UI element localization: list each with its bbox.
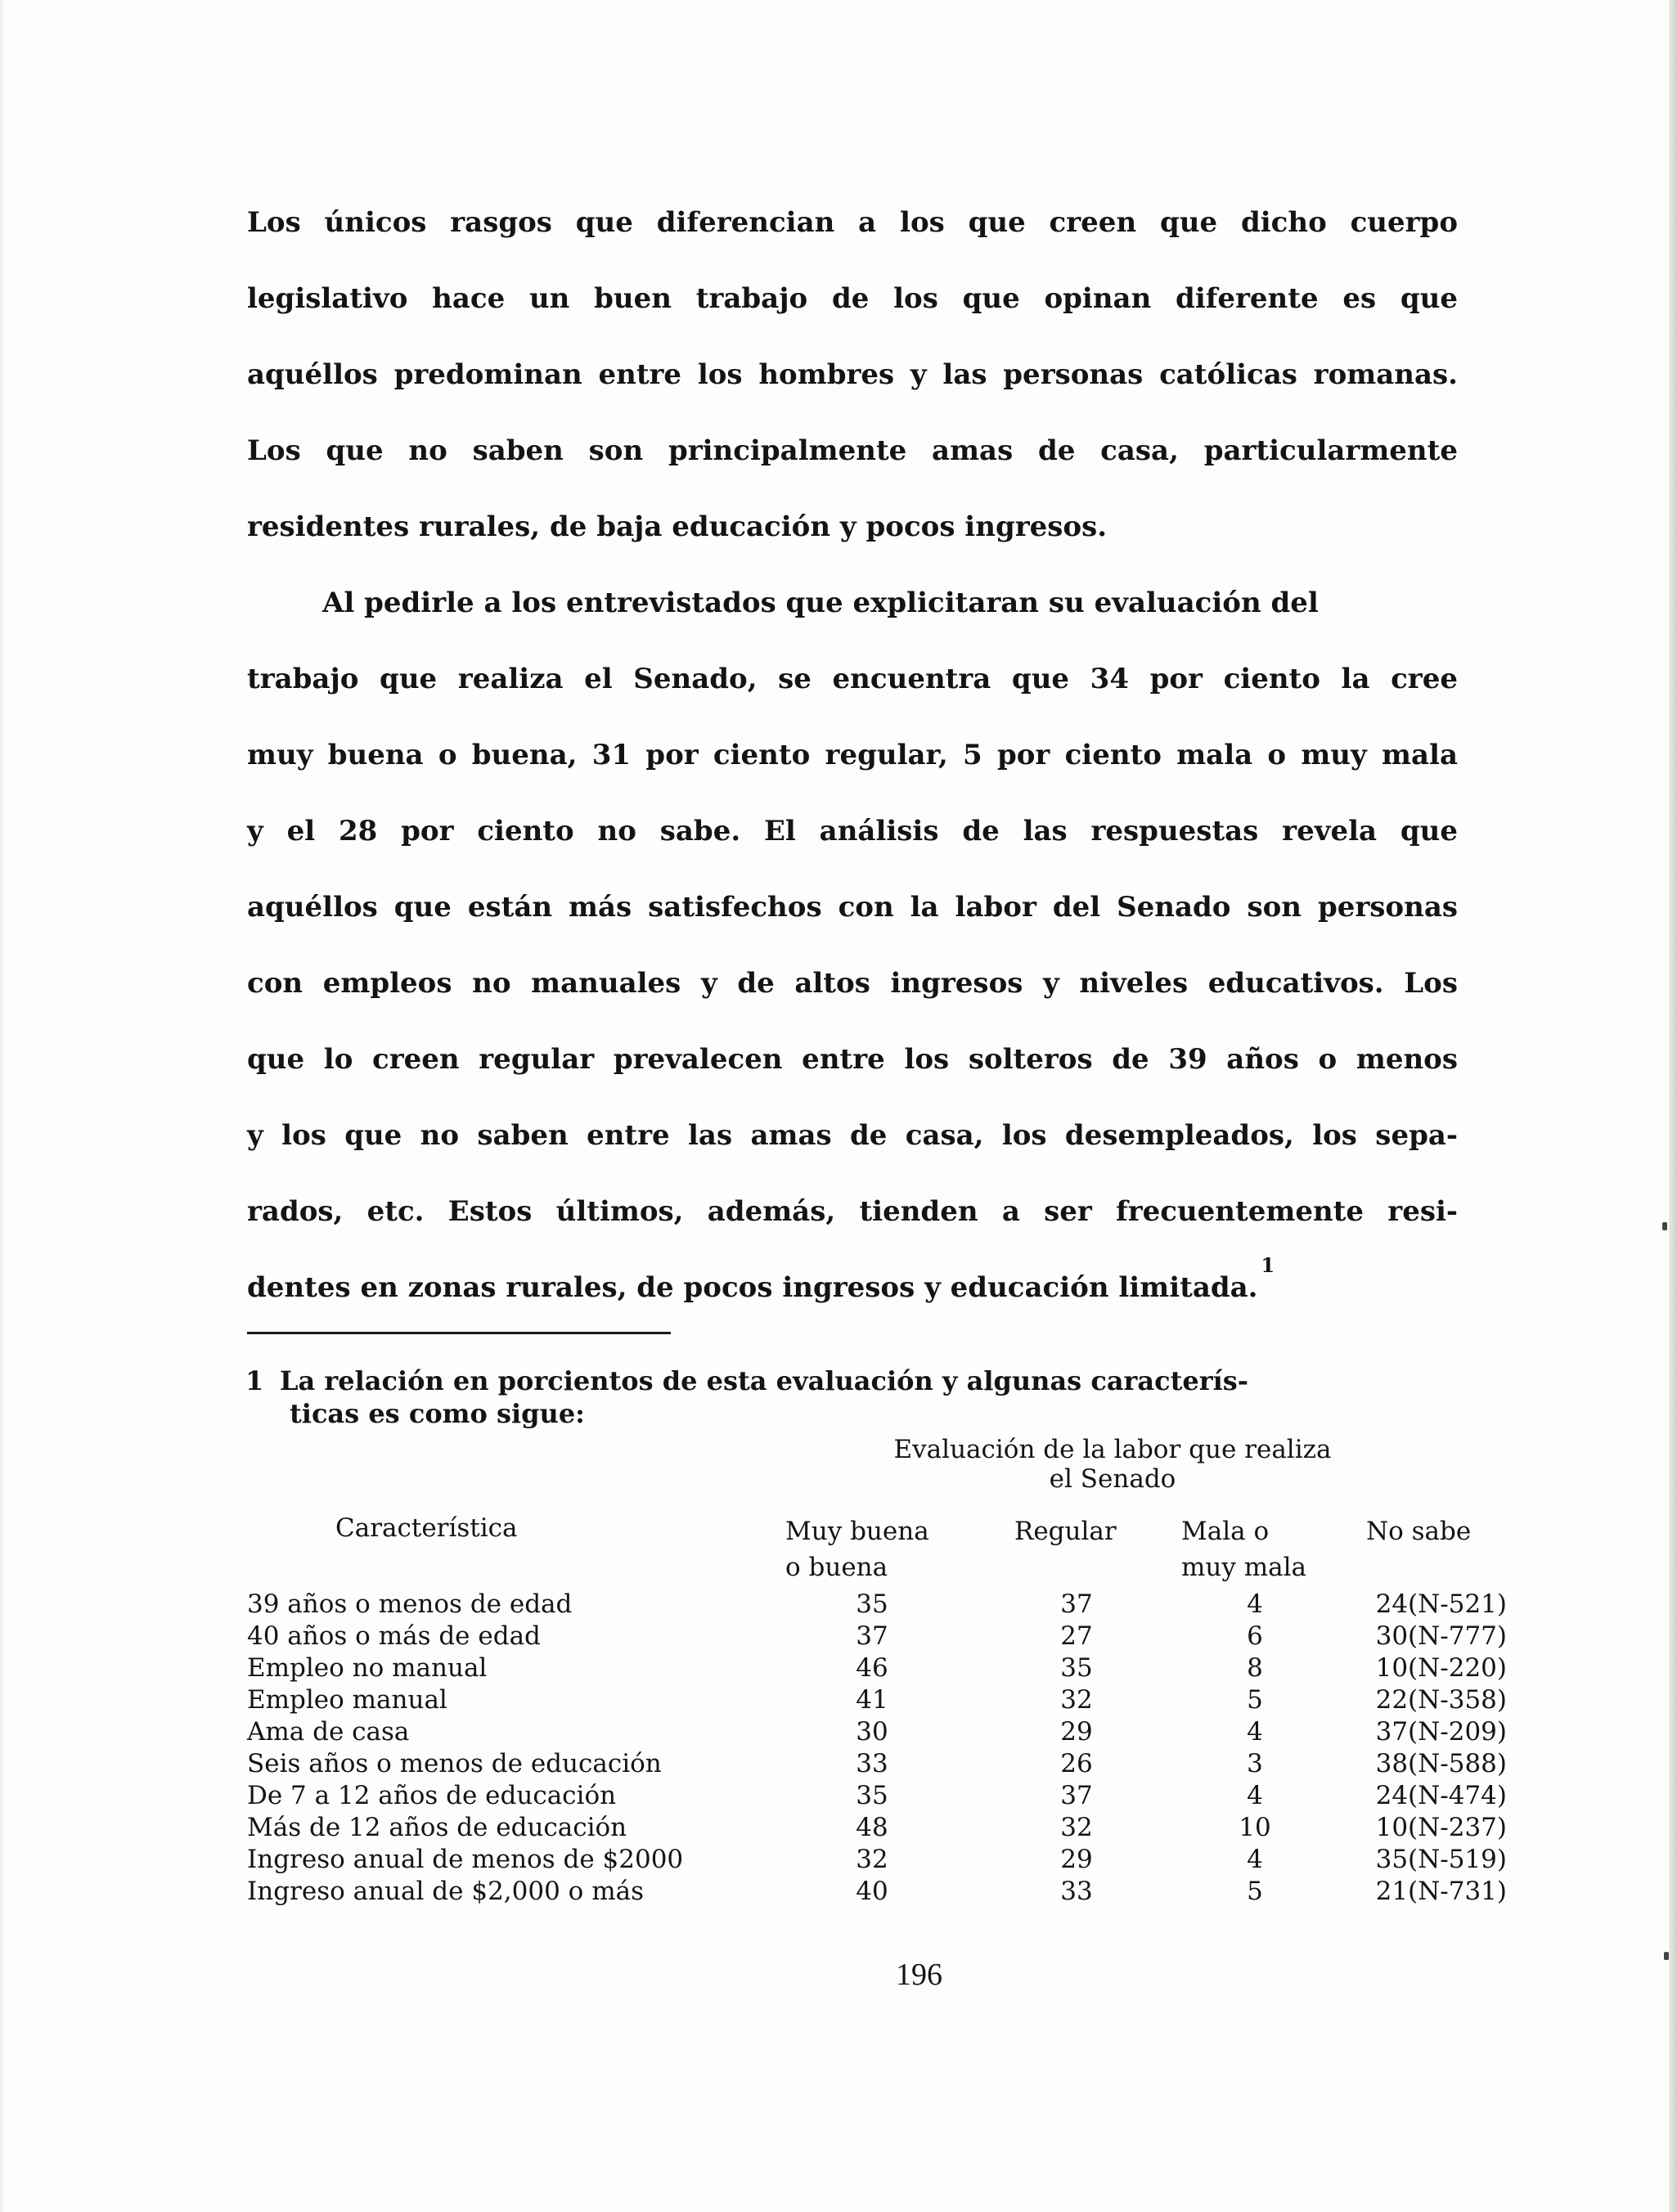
table-span-header: [818, 1435, 1407, 1494]
cell-no-sabe: 21(N-731): [1375, 1877, 1507, 1906]
cell-regular: 37: [1060, 1781, 1093, 1810]
footnote-number: 1: [245, 1365, 264, 1396]
row-label: Ama de casa: [247, 1717, 410, 1747]
column-header-mala: [1181, 1513, 1306, 1585]
text-line-content: dentes en zonas rurales, de pocos ingresos y educación limitada.: [247, 1271, 1258, 1304]
cell-no-sabe: 35(N-519): [1375, 1845, 1507, 1874]
span-header-line: Evaluación de la labor que realiza: [893, 1435, 1332, 1464]
cell-regular: 27: [1060, 1621, 1093, 1651]
table-row: [245, 1780, 1522, 1812]
cell-no-sabe: 10(N-237): [1375, 1813, 1507, 1842]
column-header-regular: Regular: [1014, 1517, 1117, 1546]
cell-no-sabe: 10(N-220): [1375, 1653, 1507, 1683]
cell-muy-buena: 40: [856, 1877, 888, 1906]
cell-regular: 33: [1060, 1877, 1093, 1906]
table-row: [245, 1652, 1522, 1684]
table-row: [245, 1812, 1522, 1844]
text-line: y el 28 por ciento no sabe. El análisis de las respuestas revela que: [247, 815, 1458, 847]
text-line: Los que no saben son principalmente amas de casa, particularmente: [247, 434, 1458, 467]
table-row: [245, 1716, 1522, 1748]
header-line: Muy buena: [785, 1517, 929, 1546]
cell-no-sabe: 22(N-358): [1375, 1685, 1507, 1715]
cell-mala: 3: [1247, 1749, 1263, 1778]
page-number: 196: [896, 1958, 942, 1992]
cell-no-sabe: 38(N-588): [1375, 1749, 1507, 1778]
text-line-last: [247, 1250, 1458, 1326]
table-row: [245, 1844, 1522, 1876]
cell-muy-buena: 32: [856, 1845, 888, 1874]
page-left-edge: [0, 0, 5, 2212]
cell-mala: 6: [1247, 1621, 1263, 1651]
span-header-line: el Senado: [1049, 1464, 1176, 1494]
header-line: Mala o: [1181, 1517, 1270, 1546]
cell-mala: 4: [1247, 1781, 1263, 1810]
body-text: [247, 185, 1458, 1326]
text-line: y los que no saben entre las amas de casa, los desempleados, los sepa-: [247, 1119, 1458, 1152]
cell-muy-buena: 37: [856, 1621, 888, 1651]
header-line: muy mala: [1181, 1553, 1307, 1582]
text-line: aquéllos predominan entre los hombres y las personas católicas romanas.: [247, 358, 1458, 391]
row-label: Ingreso anual de menos de $2000: [247, 1845, 684, 1874]
cell-regular: 37: [1060, 1589, 1093, 1619]
footnote-reference[interactable]: 1: [1261, 1252, 1275, 1277]
table-row: [245, 1684, 1522, 1716]
row-label: De 7 a 12 años de educación: [247, 1781, 617, 1810]
text-line: residentes rurales, de baja educación y pocos ingresos.: [247, 510, 1108, 543]
row-label: 40 años o más de edad: [247, 1621, 541, 1651]
cell-muy-buena: 48: [856, 1813, 888, 1842]
footnote-divider: [247, 1332, 671, 1334]
cell-regular: 29: [1060, 1717, 1093, 1747]
cell-muy-buena: 35: [856, 1589, 888, 1619]
text-line: rados, etc. Estos últimos, además, tienden a ser frecuentemente resi-: [247, 1195, 1458, 1228]
row-label: Más de 12 años de educación: [247, 1813, 627, 1842]
cell-no-sabe: 37(N-209): [1375, 1717, 1507, 1747]
cell-muy-buena: 33: [856, 1749, 888, 1778]
cell-regular: 26: [1060, 1749, 1093, 1778]
footnote: [245, 1365, 1472, 1430]
text-line: aquéllos que están más satisfechos con la labor del Senado son personas: [247, 891, 1458, 924]
paragraph-2: [247, 565, 1458, 1326]
table-row: [245, 1748, 1522, 1780]
cell-mala: 8: [1247, 1653, 1263, 1683]
header-line: o buena: [785, 1553, 888, 1582]
row-label: Ingreso anual de $2,000 o más: [247, 1877, 644, 1906]
cell-mala: 4: [1247, 1717, 1263, 1747]
footnote-text-line: ticas es como sigue:: [290, 1398, 585, 1429]
paragraph-1: [247, 185, 1458, 565]
table-body: [245, 1589, 1522, 1908]
footnote-text: [280, 1365, 1472, 1430]
cell-mala: 4: [1247, 1845, 1263, 1874]
row-label: Empleo no manual: [247, 1653, 488, 1683]
table-row: [245, 1876, 1522, 1908]
column-header-muy-buena: [785, 1513, 929, 1585]
column-header-characteristic: Característica: [335, 1513, 518, 1543]
scan-speck: [1664, 1952, 1669, 1960]
row-label: Seis años o menos de educación: [247, 1749, 662, 1778]
table-row: [245, 1589, 1522, 1621]
cell-muy-buena: 41: [856, 1685, 888, 1715]
footnote-text-line: La relación en porcientos de esta evaluación y algunas caracterís-: [280, 1365, 1249, 1396]
text-line: legislativo hace un buen trabajo de los que opinan diferente es que: [247, 282, 1458, 315]
cell-mala: 5: [1247, 1685, 1263, 1715]
text-line: Al pedirle a los entrevistados que explicitaran su evaluación del: [322, 587, 1319, 619]
row-label: 39 años o menos de edad: [247, 1589, 573, 1619]
row-label: Empleo manual: [247, 1685, 447, 1715]
cell-no-sabe: 24(N-474): [1375, 1781, 1507, 1810]
scan-speck: [1662, 1222, 1667, 1230]
text-line: que lo creen regular prevalecen entre los solteros de 39 años o menos: [247, 1043, 1458, 1076]
cell-regular: 35: [1060, 1653, 1093, 1683]
column-header-no-sabe: No sabe: [1366, 1517, 1472, 1546]
table-row: [245, 1621, 1522, 1652]
cell-no-sabe: 24(N-521): [1375, 1589, 1507, 1619]
page-right-edge: [1669, 0, 1677, 2212]
cell-mala: 5: [1247, 1877, 1263, 1906]
text-line: trabajo que realiza el Senado, se encuentra que 34 por ciento la cree: [247, 663, 1458, 695]
cell-muy-buena: 35: [856, 1781, 888, 1810]
cell-muy-buena: 30: [856, 1717, 888, 1747]
cell-muy-buena: 46: [856, 1653, 888, 1683]
text-line: muy buena o buena, 31 por ciento regular, 5 por ciento mala o muy mala: [247, 739, 1458, 771]
cell-regular: 29: [1060, 1845, 1093, 1874]
text-line: con empleos no manuales y de altos ingresos y niveles educativos. Los: [247, 967, 1458, 1000]
cell-mala: 10: [1239, 1813, 1271, 1842]
cell-regular: 32: [1060, 1813, 1093, 1842]
cell-regular: 32: [1060, 1685, 1093, 1715]
cell-mala: 4: [1247, 1589, 1263, 1619]
text-line: Los únicos rasgos que diferencian a los que creen que dicho cuerpo: [247, 206, 1458, 239]
cell-no-sabe: 30(N-777): [1375, 1621, 1507, 1651]
